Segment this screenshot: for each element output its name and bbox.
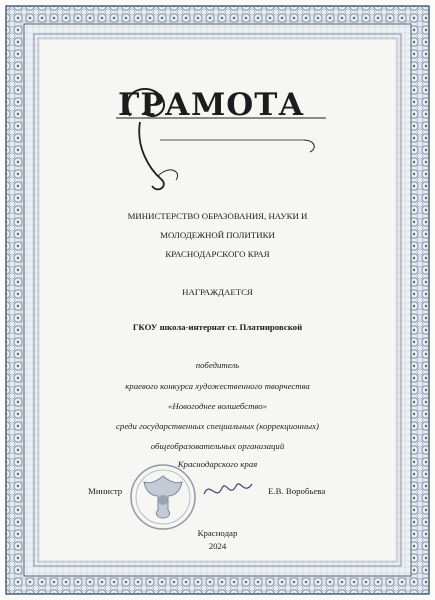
reason-line-5: общеобразовательных организаций (150, 441, 285, 451)
awarded-label: НАГРАЖДАЕТСЯ (182, 287, 253, 297)
reason-line-6: Краснодарского края (177, 459, 258, 469)
minister-name: Е.В. Воробьева (268, 486, 326, 496)
recipient-name: ГКОУ школа-интернат ст. Платнировской (132, 322, 303, 332)
reason-line-3: «Новогоднее волшебство» (168, 401, 267, 411)
reason-line-4: среди государственных специальных (коррекционных) (116, 421, 319, 431)
issuer-line-2: МОЛОДЕЖНОЙ ПОЛИТИКИ (160, 230, 275, 240)
official-seal-emblem (128, 462, 198, 532)
minister-signature (200, 474, 256, 506)
issuer-line-1: МИНИСТЕРСТВО ОБРАЗОВАНИЯ, НАУКИ И (127, 211, 308, 221)
reason-line-2: краевого конкурса художественного творчества (125, 381, 310, 391)
issuer-line-3: КРАСНОДАРСКОГО КРАЯ (165, 249, 270, 259)
issue-year: 2024 (208, 541, 227, 551)
reason-line-1: победитель (195, 360, 240, 370)
issue-city: Краснодар (197, 528, 238, 538)
minister-label: Министр (88, 486, 123, 496)
certificate-title: ГРАМОТА (118, 87, 305, 123)
